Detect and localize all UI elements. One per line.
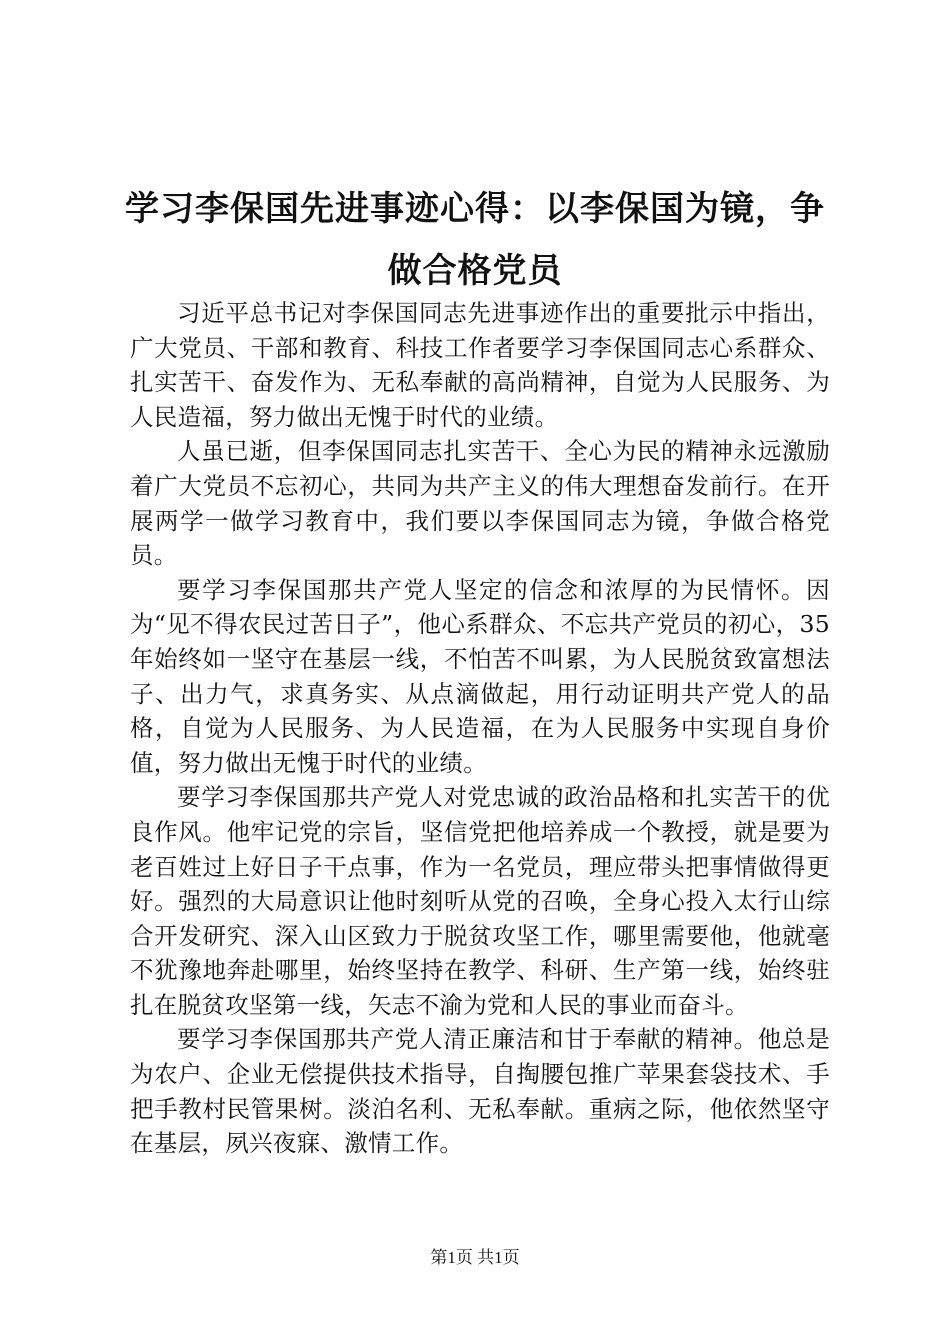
title-line-1: 学习李保国先进事迹心得：以李保国为镜，争 <box>125 189 825 229</box>
document-title <box>120 178 830 302</box>
document-body <box>130 296 830 1161</box>
paragraph-4: 要学习李保国那共产党人对党忠诚的政治品格和扎实苦干的优良作风。他牢记党的宗旨，坚信党把他培养成一个教授，就是要为老百姓过上好日子干点事，作为一名党员，理应带头把事情做得更好。强烈的大局意识让他时刻听从党的召唤，全身心投入太行山综合开发研究、深入山区致力于脱贫攻坚工作，哪里需要他，他就毫不犹豫地奔赴哪里，始终坚持在教学、科研、生产第一线，始终驻扎在脱贫攻坚第一线，矢志不渝为党和人民的事业而奋斗。 <box>130 783 830 1019</box>
paragraph-1: 习近平总书记对李保国同志先进事迹作出的重要批示中指出，广大党员、干部和教育、科技工作者要学习李保国同志心系群众、扎实苦干、奋发作为、无私奉献的高尚精神，自觉为人民服务、为人民造福，努力做出无愧于时代的业绩。 <box>130 299 830 431</box>
paragraph-2: 人虽已逝，但李保国同志扎实苦干、全心为民的精神永远激励着广大党员不忘初心，共同为共产主义的伟大理想奋发前行。在开展两学一做学习教育中，我们要以李保国同志为镜，争做合格党员。 <box>130 437 830 570</box>
title-line-2: 做合格党员 <box>387 251 563 291</box>
paragraph-5: 要学习李保国那共产党人清正廉洁和甘于奉献的精神。他总是为农户、企业无偿提供技术指导，自掏腰包推广苹果套袋技术、手把手教村民管果树。淡泊名利、无私奉献。重病之际，他依然坚守在基层，夙兴夜寐、激情工作。 <box>130 1025 830 1158</box>
paragraph-3: 要学习李保国那共产党人坚定的信念和浓厚的为民情怀。因为“见不得农民过苦日子”，他心系群众、不忘共产党员的初心，35年始终如一坚守在基层一线，不怕苦不叫累，为人民脱贫致富想法子、出力气，求真务实、从点滴做起，用行动证明共产党人的品格，自觉为人民服务、为人民造福，在为人民服务中实现自身价值，努力做出无愧于时代的业绩。 <box>130 575 830 777</box>
page-number-footer: 第1页 共1页 <box>430 1248 520 1267</box>
